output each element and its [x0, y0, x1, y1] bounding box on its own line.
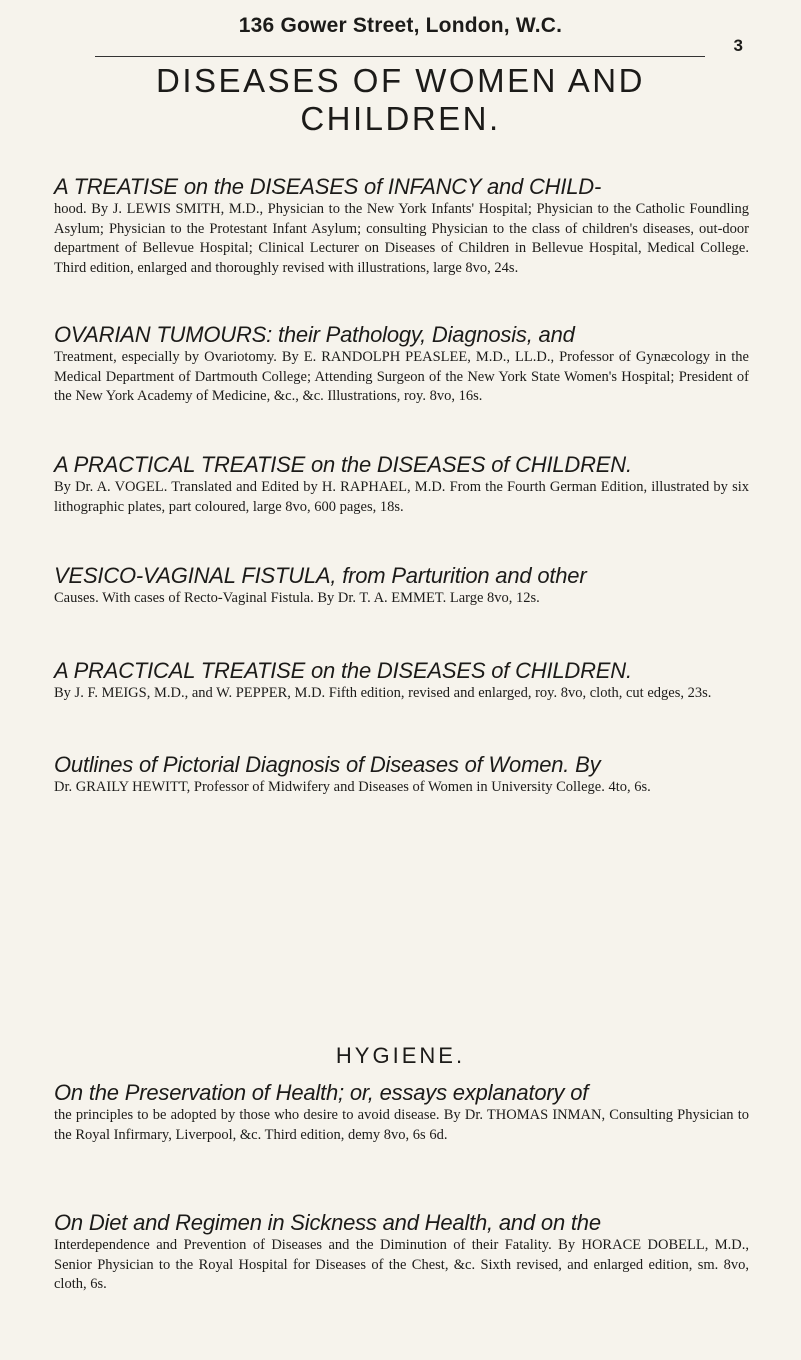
entry-heading: On Diet and Regimen in Sickness and Health, and on the: [54, 1210, 601, 1235]
entry-body: the principles to be adopted by those who desire to avoid disease. By Dr. THOMAS INMAN, Consulting Physician to the Royal Infirmary, Liverpool, &c. Third edition, demy 8vo, 6s 6d.: [54, 1107, 749, 1143]
entry-body: Dr. GRAILY HEWITT, Professor of Midwifery and Diseases of Women in University College. 4to, 6s.: [54, 779, 651, 795]
page-title-line-1: DISEASES OF WOMEN AND: [156, 62, 645, 99]
publisher-address: 136 Gower Street, London, W.C.: [238, 14, 563, 37]
catalogue-entry: [54, 563, 749, 609]
entry-heading: On the Preservation of Health; or, essays explanatory of: [54, 1080, 589, 1105]
entry-heading: VESICO-VAGINAL FISTULA, from Parturition and other: [54, 563, 587, 588]
catalogue-entry: [54, 658, 749, 704]
entry-body: Interdependence and Prevention of Diseases and the Diminution of their Fatality. By HORACE DOBELL, M.D., Senior Physician to the Royal Hospital for Diseases of the Chest, &c. Sixth revised, and enlarged edition, sm. 8vo, cloth, 6s.: [54, 1237, 749, 1292]
entry-body: Causes. With cases of Recto-Vaginal Fistula. By Dr. T. A. EMMET. Large 8vo, 12s.: [54, 590, 540, 606]
catalogue-entry: [54, 752, 749, 798]
page-title: [0, 62, 801, 138]
entry-body: Treatment, especially by Ovariotomy. By E. RANDOLPH PEASLEE, M.D., LL.D., Professor of Gynæcology in the Medical Department of Dartmouth College; Attending Surgeon of the New York State Women's Hospital; President of the New York Academy of Medicine, &c., &c. Illustrations, roy. 8vo, 16s.: [54, 349, 749, 404]
catalogue-entry: [54, 174, 749, 278]
entry-body: hood. By J. LEWIS SMITH, M.D., Physician to the New York Infants' Hospital; Physician to the Catholic Foundling Asylum; Physician to the Protestant Infant Asylum; consulting Physician to the class of children's diseases, out-door department of Bellevue Hospital; Clinical Lecturer on Diseases of Children in Bellevue Hospital, Medical College. Third edition, enlarged and thoroughly revised with illustrations, large 8vo, 24s.: [54, 201, 749, 276]
entry-heading: A PRACTICAL TREATISE on the DISEASES of CHILDREN.: [54, 452, 632, 477]
entry-heading: Outlines of Pictorial Diagnosis of Diseases of Women. By: [54, 752, 601, 777]
entry-heading: A PRACTICAL TREATISE on the DISEASES of CHILDREN.: [54, 658, 632, 683]
entry-body: By J. F. MEIGS, M.D., and W. PEPPER, M.D. Fifth edition, revised and enlarged, roy. 8vo, cloth, cut edges, 23s.: [54, 685, 712, 701]
catalogue-entry: [54, 1210, 749, 1295]
catalogue-entry: [54, 1080, 749, 1145]
running-header: [0, 8, 801, 55]
catalogue-entry: [54, 452, 749, 517]
section-heading-hygiene: HYGIENE.: [335, 1043, 466, 1068]
entry-body: By Dr. A. VOGEL. Translated and Edited by H. RAPHAEL, M.D. From the Fourth German Edition, illustrated by six lithographic plates, part coloured, large 8vo, 600 pages, 18s.: [54, 479, 749, 515]
entry-heading: OVARIAN TUMOURS: their Pathology, Diagnosis, and: [54, 322, 575, 347]
catalogue-entry: [54, 322, 749, 407]
entry-heading: A TREATISE on the DISEASES of INFANCY and CHILD-: [54, 174, 602, 199]
page-title-line-2: CHILDREN.: [300, 100, 501, 137]
header-rule: [95, 56, 705, 57]
page-number: 3: [733, 36, 743, 55]
